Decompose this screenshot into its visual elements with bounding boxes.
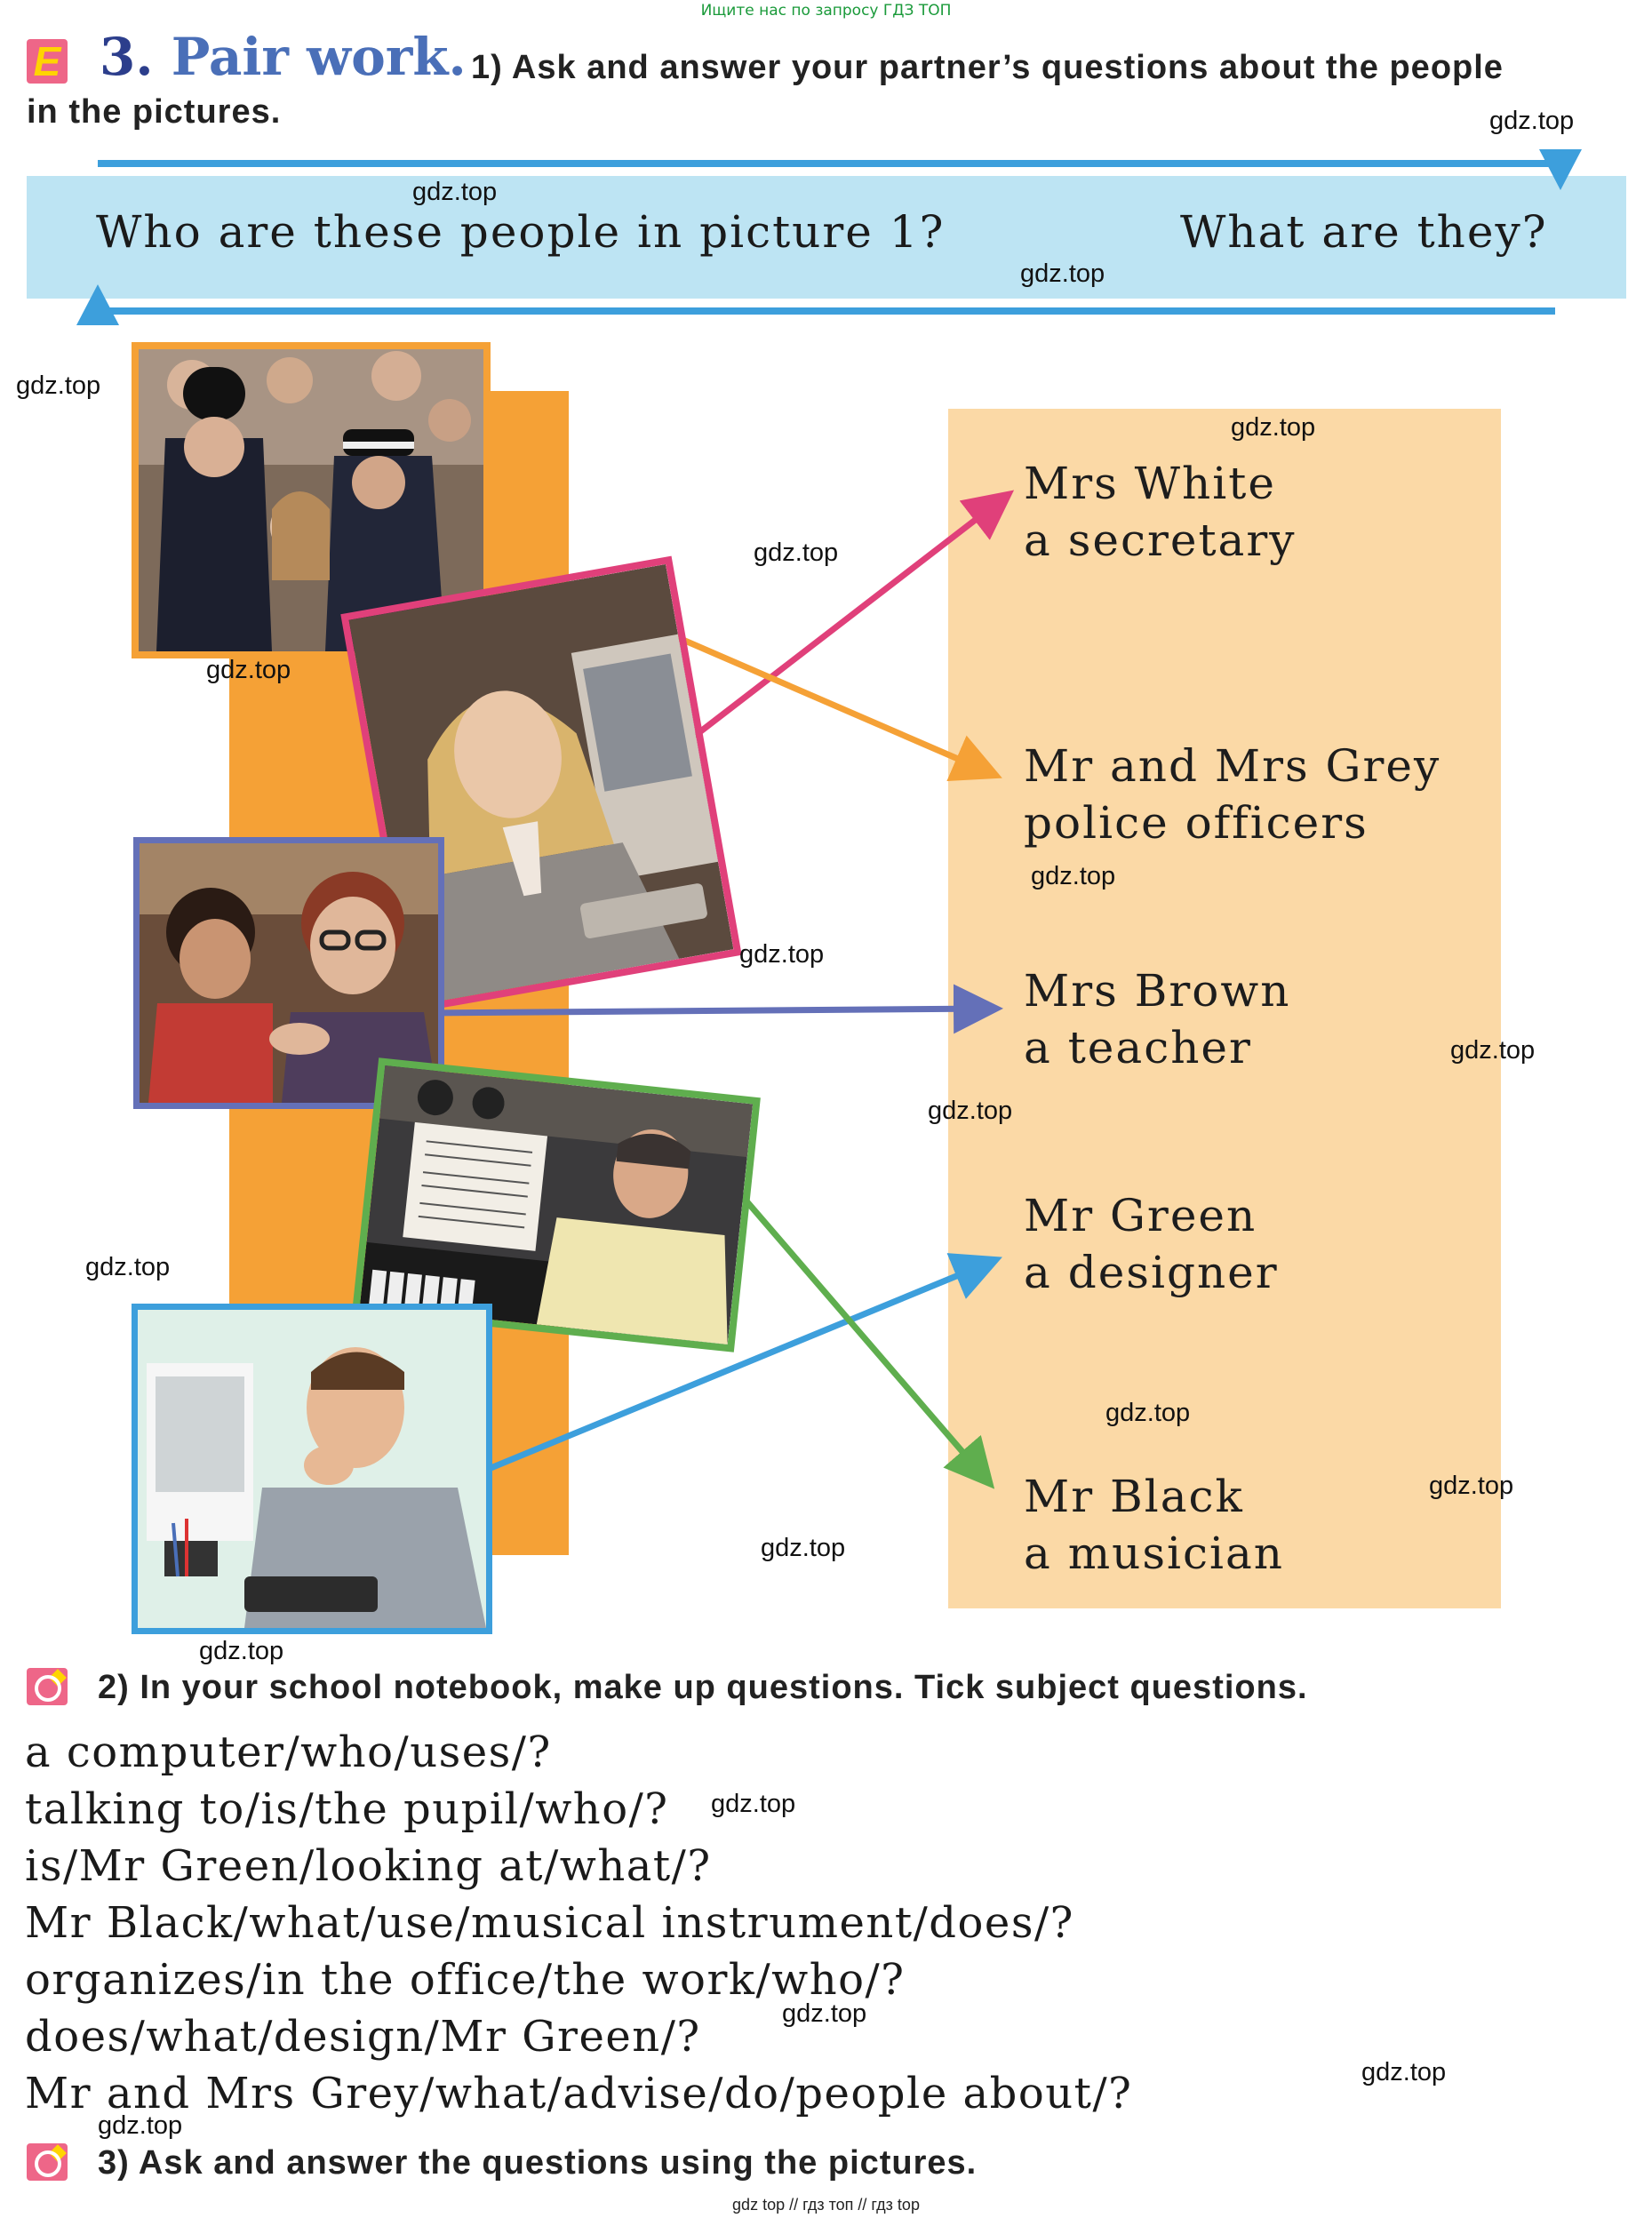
watermark[interactable]: gdz.top bbox=[206, 656, 291, 684]
prompt-3: is/Mr Green/looking at/what/? bbox=[25, 1841, 712, 1891]
answer-3-name: Mrs Brown bbox=[1024, 965, 1291, 1017]
watermark[interactable]: gdz.top bbox=[199, 1637, 284, 1665]
answer-5-name: Mr Black bbox=[1024, 1471, 1244, 1522]
watermark[interactable]: gdz.top bbox=[739, 940, 825, 969]
answer-5-job: a musician bbox=[1024, 1528, 1284, 1579]
watermark[interactable]: gdz.top bbox=[1031, 862, 1116, 890]
watermark[interactable]: gdz.top bbox=[711, 1790, 796, 1818]
task1-line1: 1) Ask and answer your partner’s questions about the people bbox=[471, 49, 1504, 86]
answer-2-job: police officers bbox=[1024, 797, 1369, 849]
watermark[interactable]: gdz.top bbox=[98, 2111, 183, 2140]
prompt-7: Mr and Mrs Grey/what/advise/do/people about/? bbox=[25, 2069, 1133, 2118]
exercise-number: 3. bbox=[100, 27, 154, 87]
arrow-musician bbox=[738, 1191, 986, 1480]
answer-2 bbox=[1024, 738, 1441, 851]
watermark[interactable]: gdz.top bbox=[412, 178, 498, 206]
watermark[interactable]: gdz.top bbox=[1105, 1399, 1191, 1427]
task2-instructions: 2) In your school notebook, make up questions. Tick subject questions. bbox=[98, 1669, 1308, 1706]
answer-1 bbox=[1024, 455, 1297, 569]
footer-text: gdz top // гдз топ // гдз top bbox=[732, 2196, 920, 2214]
answer-4-job: a designer bbox=[1024, 1247, 1279, 1298]
arrow-teacher bbox=[427, 1009, 991, 1013]
top-banner: Ищите нас по запросу ГДЗ ТОП bbox=[700, 2, 952, 20]
task3-instructions: 3) Ask and answer the questions using the pictures. bbox=[98, 2144, 978, 2182]
prompt-4: Mr Black/what/use/musical instrument/does/? bbox=[25, 1898, 1074, 1948]
arrow-secretary bbox=[675, 498, 1004, 751]
task2-prompt-list bbox=[25, 1724, 1132, 2122]
answer-2-name: Mr and Mrs Grey bbox=[1024, 740, 1441, 792]
watermark[interactable]: gdz.top bbox=[761, 1534, 846, 1562]
watermark[interactable]: gdz.top bbox=[754, 539, 839, 567]
prompt-2: talking to/is/the pupil/who/? bbox=[25, 1784, 669, 1834]
answer-5 bbox=[1024, 1468, 1284, 1582]
watermark[interactable]: gdz.top bbox=[1450, 1036, 1536, 1065]
answer-4 bbox=[1024, 1187, 1279, 1301]
watermark[interactable]: gdz.top bbox=[16, 371, 101, 400]
watermark[interactable]: gdz.top bbox=[85, 1253, 171, 1281]
task2-icon bbox=[27, 1668, 68, 1705]
answer-3-job: a teacher bbox=[1024, 1022, 1252, 1073]
prompt-5: organizes/in the office/the work/who/? bbox=[25, 1955, 906, 2005]
watermark[interactable]: gdz.top bbox=[928, 1097, 1013, 1125]
watermark[interactable]: gdz.top bbox=[1020, 259, 1105, 288]
designer-illustration bbox=[138, 1310, 486, 1628]
question-right: What are they? bbox=[1180, 206, 1548, 258]
prompt-1: a computer/who/uses/? bbox=[25, 1727, 552, 1777]
answer-3 bbox=[1024, 962, 1290, 1076]
answer-1-job: a secretary bbox=[1024, 515, 1297, 566]
watermark[interactable]: gdz.top bbox=[1361, 2058, 1447, 2086]
question-left: Who are these people in picture 1? bbox=[96, 206, 946, 258]
answer-1-name: Mrs White bbox=[1024, 458, 1276, 509]
task3-icon bbox=[27, 2143, 68, 2181]
exercise-title-text: Pair work. bbox=[171, 27, 467, 87]
task1-line2: in the pictures. bbox=[27, 93, 282, 131]
watermark[interactable]: gdz.top bbox=[782, 1999, 867, 2028]
watermark[interactable]: gdz.top bbox=[1231, 413, 1316, 442]
designer-photo bbox=[132, 1304, 492, 1634]
prompt-6: does/what/design/Mr Green/? bbox=[25, 2012, 701, 2062]
watermark[interactable]: gdz.top bbox=[1489, 107, 1575, 135]
watermark[interactable]: gdz.top bbox=[1429, 1472, 1514, 1500]
answer-4-name: Mr Green bbox=[1024, 1190, 1257, 1241]
exercise-icon-letter: E bbox=[33, 38, 61, 84]
musician-illustration bbox=[360, 1065, 753, 1344]
